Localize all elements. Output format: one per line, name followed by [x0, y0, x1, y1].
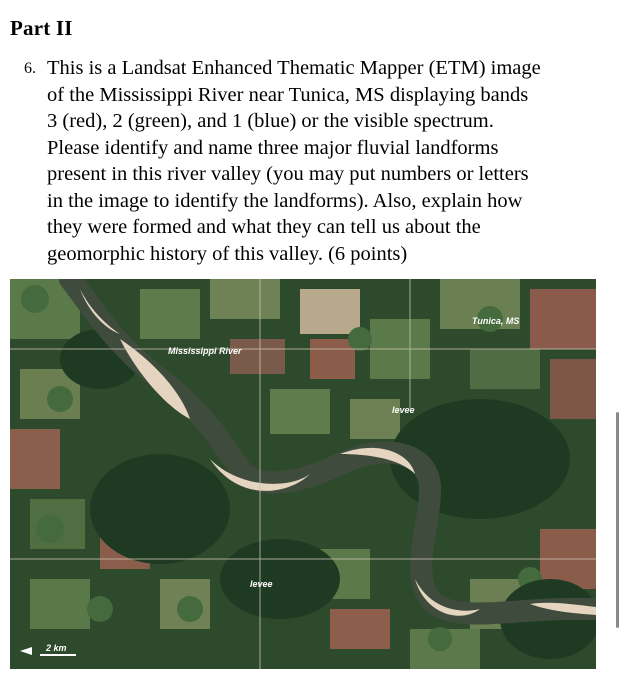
label-levee: levee	[250, 579, 273, 589]
label-tunica: Tunica, MS	[472, 316, 520, 326]
landsat-image	[10, 279, 596, 669]
satellite-map	[10, 279, 596, 669]
question-line: This is a Landsat Enhanced Thematic Mapper (ETM) image	[47, 57, 541, 79]
label-levee: levee	[392, 405, 415, 415]
question-line: present in this river valley (you may put numbers or letters	[47, 163, 529, 185]
question-line: of the Mississippi River near Tunica, MS displaying bands	[47, 83, 529, 106]
question-line: 3 (red), 2 (green), and 1 (blue) or the visible spectrum.	[47, 110, 494, 132]
question-number: 6.	[24, 60, 36, 77]
question-line: geomorphic history of this valley. (6 points)	[47, 242, 408, 265]
question-line: in the image to identify the landforms). Also, explain how	[47, 189, 523, 212]
label-mississippi-river: Mississippi River	[168, 346, 242, 356]
question-text	[47, 55, 604, 267]
scale-label: 2 km	[46, 643, 67, 653]
question-block	[24, 55, 604, 267]
scrollbar[interactable]	[616, 412, 619, 628]
section-heading: Part II	[10, 16, 73, 40]
question-line: they were formed and what they can tell us about the	[47, 216, 481, 238]
question-line: Please identify and name three major fluvial landforms	[47, 136, 499, 159]
